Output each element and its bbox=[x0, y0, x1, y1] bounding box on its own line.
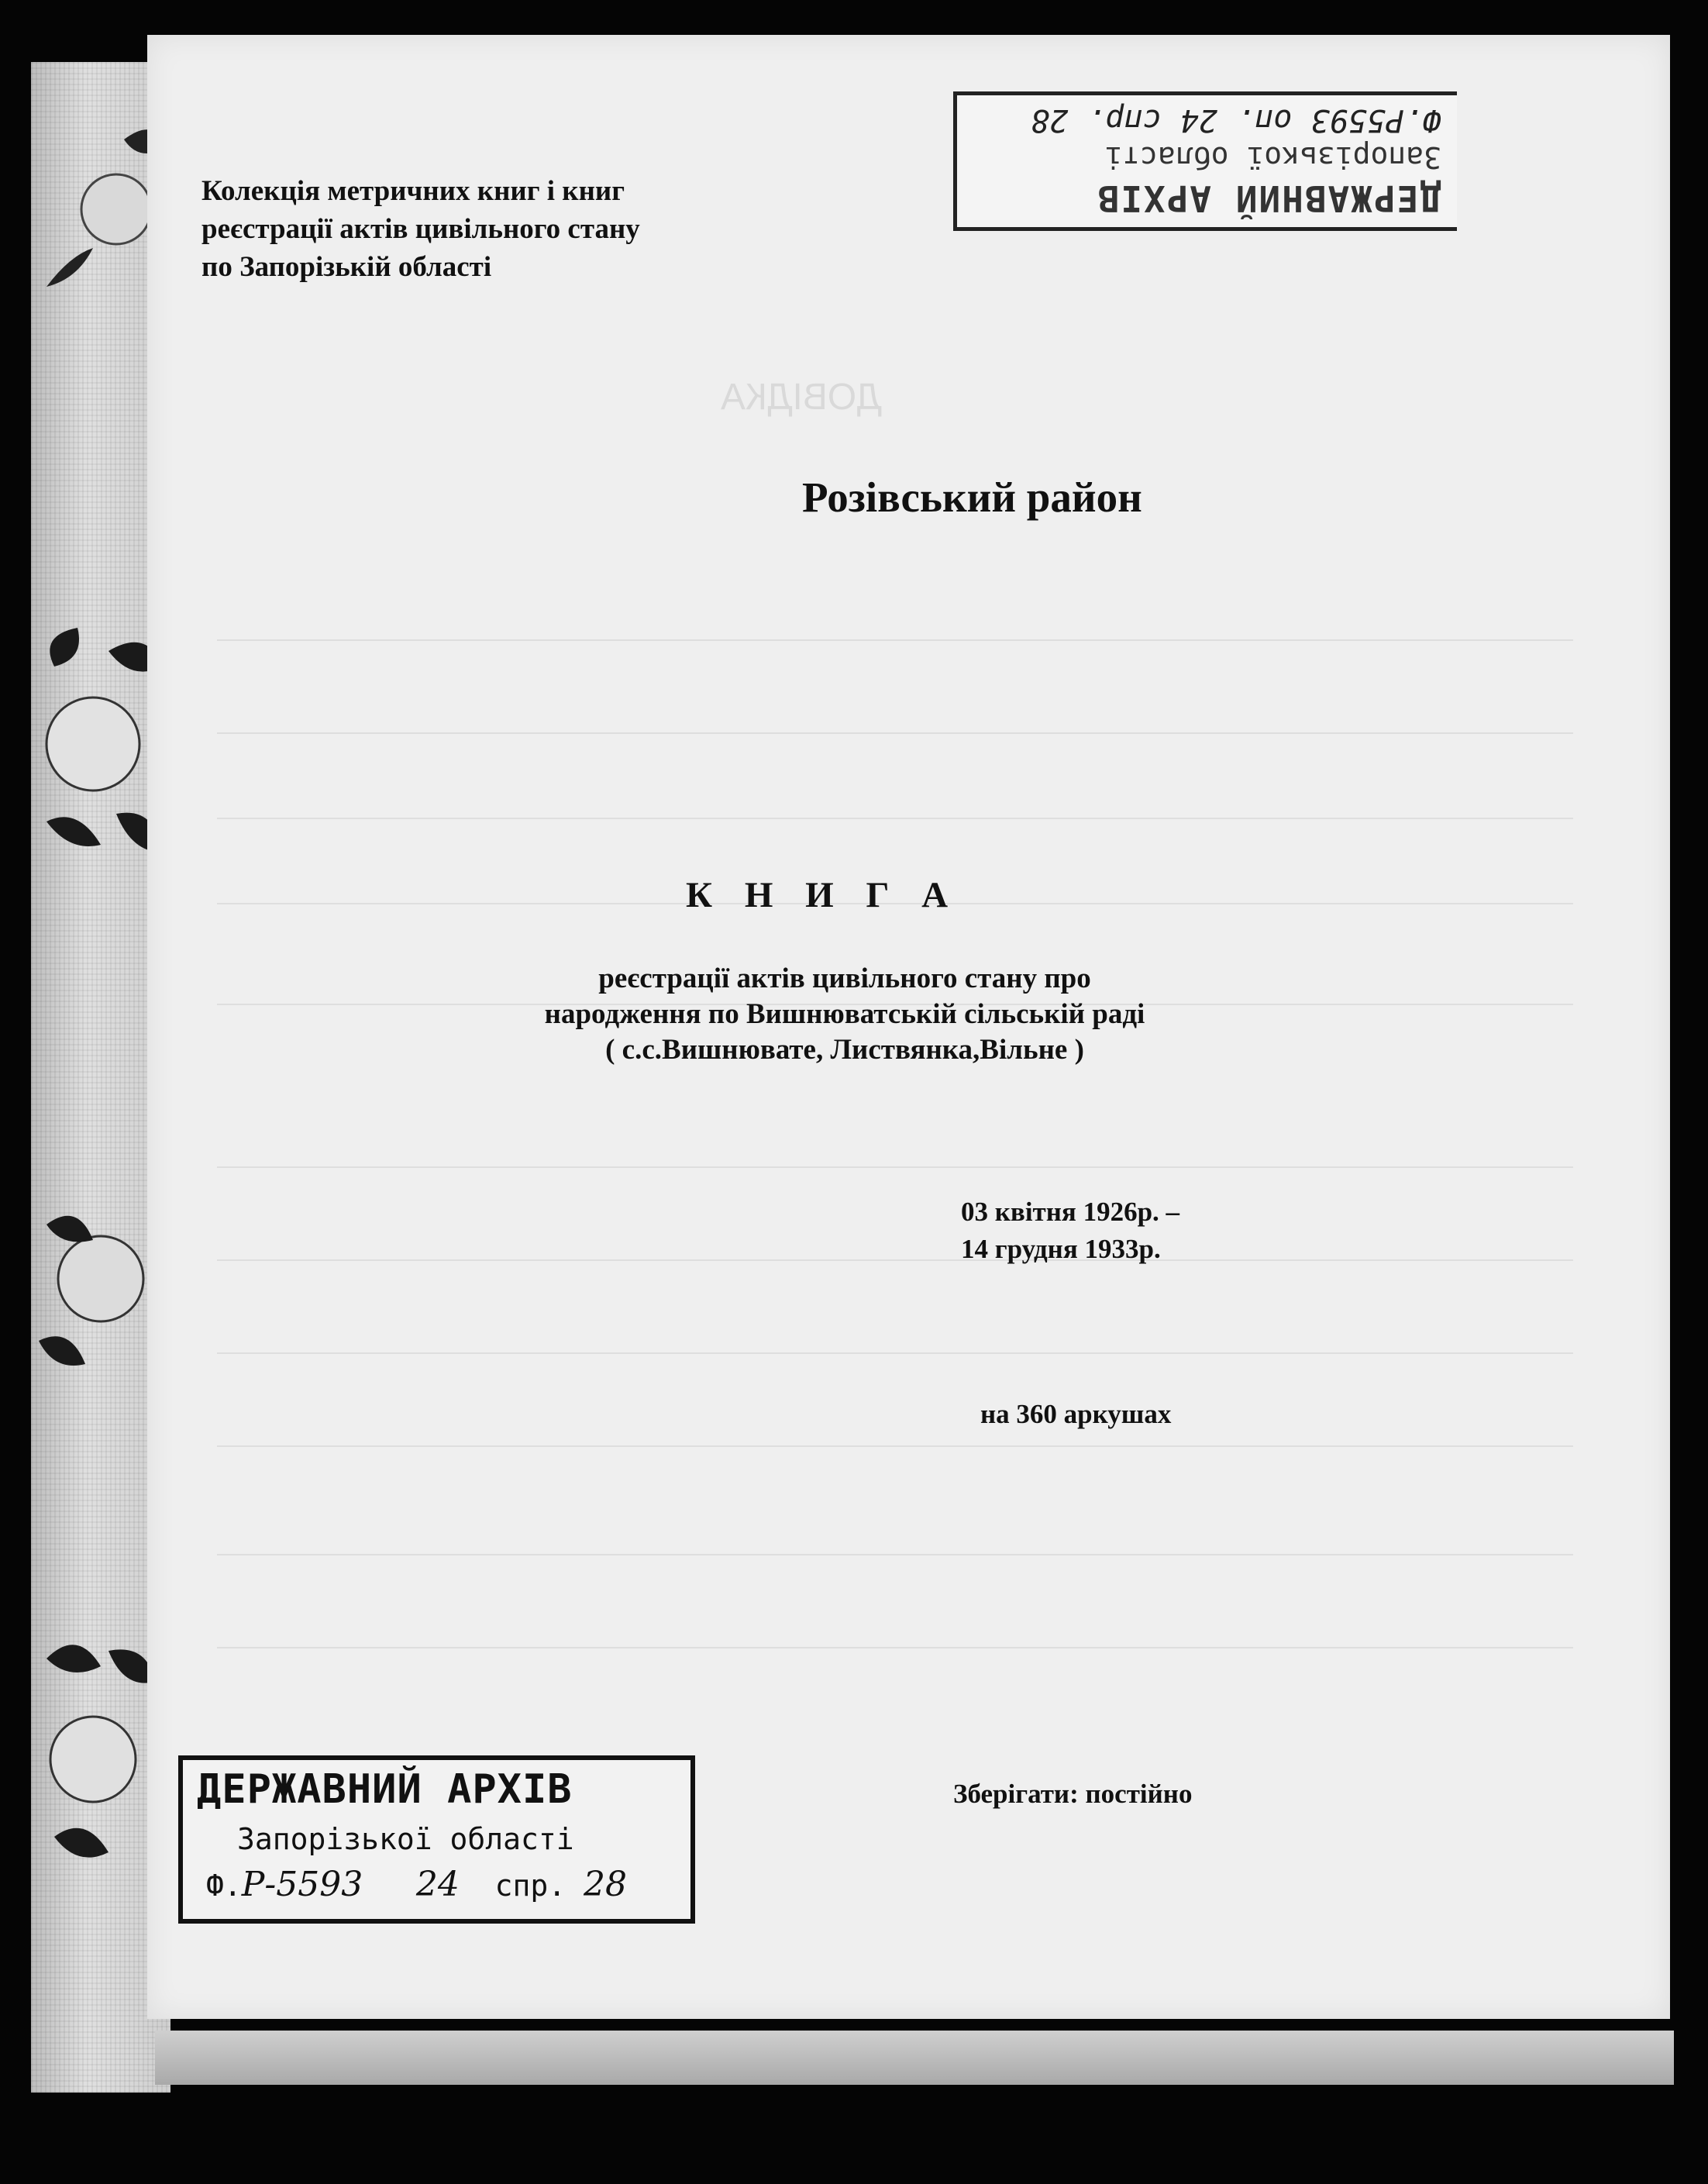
bleed-through-line bbox=[217, 1352, 1573, 1354]
date-from: 03 квітня 1926р. – bbox=[961, 1197, 1180, 1227]
collection-title-line3: по Запорізькій області bbox=[201, 251, 492, 283]
archive-stamp-top bbox=[953, 91, 1457, 231]
stamp-fond-label: Ф. bbox=[206, 1869, 242, 1903]
collection-title-line2: реєстрації актів цивільного стану bbox=[201, 213, 640, 245]
stamp-sprava-label: спр. bbox=[494, 1869, 566, 1903]
stamp-bottom-line1: ДЕРЖАВНИЙ АРХІВ bbox=[197, 1766, 573, 1813]
stamp-top-line1: ДЕРЖАВНИЙ АРХІВ bbox=[1096, 177, 1441, 219]
book-bottom-edge bbox=[155, 2031, 1674, 2085]
collection-title-line1: Колекція метричних книг і книг bbox=[201, 175, 625, 207]
book-subtitle-line1: реєстрації актів цивільного стану про bbox=[598, 963, 1091, 994]
bleed-through-line bbox=[217, 1647, 1573, 1648]
bleed-through-line bbox=[217, 1554, 1573, 1555]
bleed-through-line bbox=[217, 1166, 1573, 1168]
bleed-through-line bbox=[217, 639, 1573, 641]
stamp-bottom-line3 bbox=[206, 1865, 627, 1904]
date-to: 14 грудня 1933р. bbox=[961, 1234, 1161, 1264]
stamp-opys-value: 24 bbox=[415, 1865, 460, 1904]
book-title: К Н И Г А bbox=[686, 875, 960, 915]
bleed-through-line bbox=[217, 1445, 1573, 1447]
district-name: Розівський район bbox=[802, 474, 1142, 521]
date-range bbox=[961, 1194, 1179, 1268]
archive-stamp-bottom bbox=[178, 1755, 695, 1924]
book-subtitle-line2: народження по Вишнюватській сільській раді bbox=[544, 998, 1145, 1030]
stamp-top-line3: Ф.Р5593 оп. 24 спр. 28 bbox=[1031, 102, 1441, 138]
sheet-count: на 360 аркушах bbox=[980, 1399, 1172, 1429]
collection-title bbox=[201, 172, 821, 286]
bleed-through-line bbox=[217, 818, 1573, 819]
stamp-fond-value: Р-5593 bbox=[241, 1865, 363, 1904]
stamp-sprava-value: 28 bbox=[584, 1865, 628, 1904]
book-subtitle bbox=[422, 961, 1267, 1068]
stamp-top-line2: Запорізької області bbox=[1104, 140, 1441, 174]
bleed-through-heading: ДОВІДКА bbox=[721, 377, 882, 418]
stamp-bottom-line2: Запорізької області bbox=[237, 1822, 574, 1856]
book-subtitle-line3: ( с.с.Вишнювате, Листвянка,Вільне ) bbox=[605, 1034, 1084, 1066]
bleed-through-line bbox=[217, 1259, 1573, 1261]
bleed-through-line bbox=[217, 732, 1573, 734]
retention-note: Зберігати: постійно bbox=[953, 1779, 1193, 1809]
